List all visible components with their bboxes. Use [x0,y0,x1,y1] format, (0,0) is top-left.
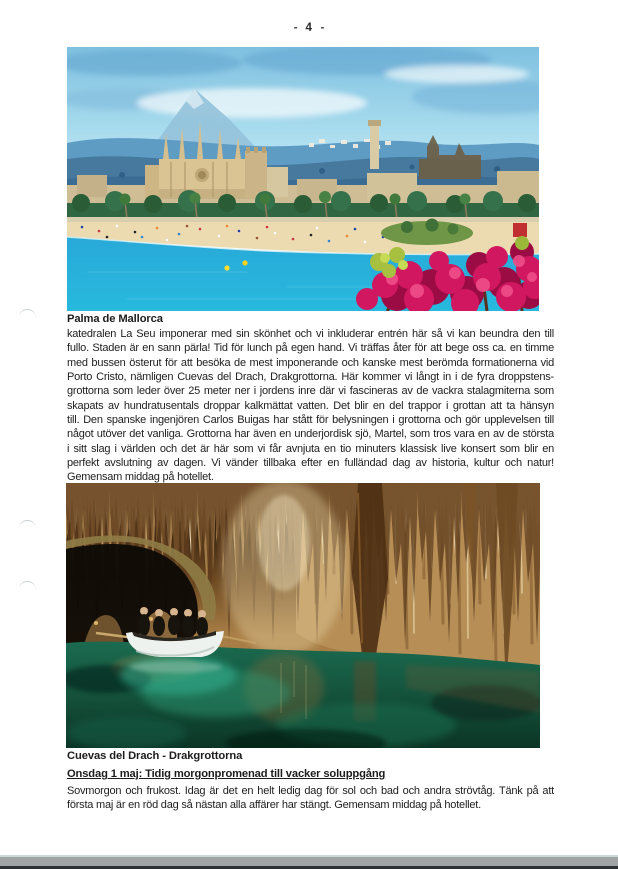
palma-photo-illustration [67,47,539,311]
center-glow [222,483,346,656]
text-line: Sovmorgon och frukost. Idag är det en helt ledig dag för sol och bad och andra strövtåg. Tänk på att [67,785,554,797]
text-line: i sitt slag i världen och det är här som vi får avnjuta en tio minuters klassisk live konsert som blir en [67,442,554,455]
page-number [0,22,618,34]
itinerary-paragraph [67,327,554,485]
text-line: något utöver det vanliga. Grottorna har även en underjordisk sjö, Martel, som tros vara en av de största [67,428,554,441]
text-line: första maj är en röd dag så nästan alla affärer har stängt. Gemensam middag på hotellet. [67,799,481,812]
photo-caption-palma: Palma de Mallorca [67,313,163,325]
text-line: perfekt avslutning av dagen. Vi vänder tillbaka efter en fulländad dag av historia, kultur och natur! [67,457,554,470]
text-line: katedralen La Seu imponerar med sin skönhet och vi inkluderar entrén här så vi kan beundra den till [67,328,554,340]
palma-photo [67,47,539,311]
page-number-dash: - [320,22,325,34]
day-heading: Onsdag 1 maj: Tidig morgonpromenad till vacker soluppgång [67,768,386,780]
buoy [242,260,247,265]
page-number-value: 4 [305,22,313,34]
text-line: skapats av hundratusentals droppar kalkmättat vatten. Det blir en del trappor i grottan att ta hänsyn [67,399,554,412]
text-line: fullo. Staden är en sann pärla! Tid för lunch på egen hand. Vi träffas åter för att bege oss ca. en timme [67,342,554,355]
text-line: till. Den spanske ingenjören Carlos Buigas har stått för belysningen i grottorna och gör upplevelsen till [67,414,554,427]
beach-kiosk [513,223,527,237]
text-line: Porto Cristo, nämligen Cuevas del Drach, Drakgrottorna. Här kommer vi långt in i de fyra droppstens- [67,371,554,384]
text-line: med bussen österut för att besöka de mest imponerande och kanske mest berömda formationerna vid [67,356,554,369]
text-line: Gemensam middag på hotellet. [67,471,214,484]
promenade [67,217,539,222]
buoy [224,265,229,270]
photo-caption-cuevas: Cuevas del Drach - Drakgrottorna [67,750,243,762]
day-paragraph [67,784,554,813]
page-number-dash: - [293,22,298,34]
text-line: grottorna som leder över 25 meter ner i jordens inre där vi fascineras av de vackra stalagmiterna som [67,385,554,398]
scan-edge-gray [0,857,618,866]
punch-mark [19,309,36,318]
punch-mark [19,520,36,529]
cave-photo [66,483,540,748]
punch-mark [19,581,36,590]
cave-photo-illustration [66,483,540,748]
